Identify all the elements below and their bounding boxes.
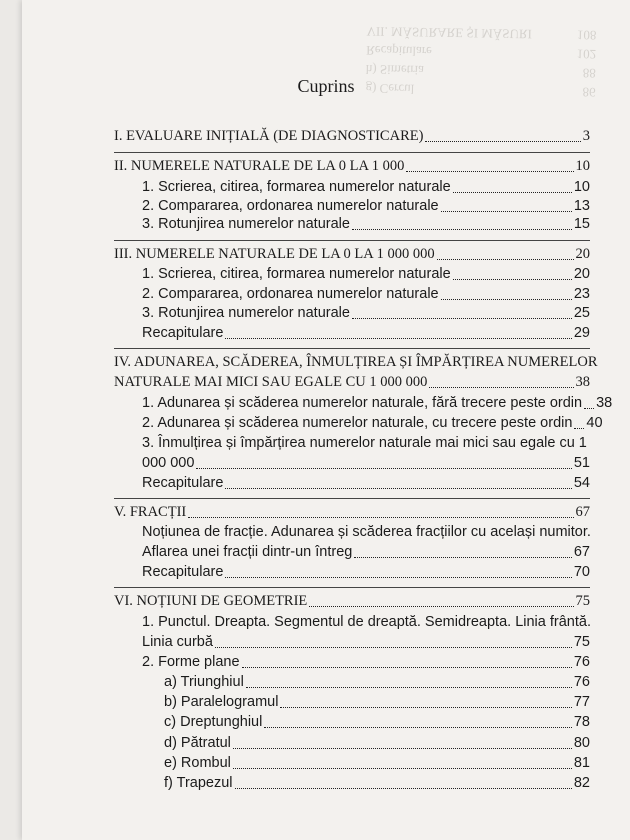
toc-entry-chapter-4: IV. ADUNAREA, SCĂDEREA, ÎNMULȚIREA ȘI ÎMPĂRȚIREA NUMERELOR <box>114 354 598 370</box>
toc-entry-chapter-2: II. NUMERELE NATURALE DE LA 0 LA 1 000 10 <box>114 158 590 174</box>
toc-entry: 3. Înmulțirea și împărțirea numerelor naturale mai mici sau egale cu 1 <box>142 435 587 451</box>
toc-entry-sub: c) Dreptunghiul 78 <box>164 714 590 730</box>
toc-entry-sub: f) Trapezul 82 <box>164 775 590 791</box>
toc-title: Cuprins <box>297 76 355 96</box>
toc-entry: 3. Rotunjirea numerelor naturale 15 <box>142 216 590 232</box>
toc-entry: Recapitulare 54 <box>142 475 590 491</box>
bleed-through-text: g) Cercul 86 h) Simetria 88 Recapitulare 102 VII. MĂSURARE ȘI MĂSURI 108 <box>365 23 597 101</box>
separator <box>114 152 590 153</box>
toc-entry: 2. Adunarea și scăderea numerelor naturale, cu trecere peste ordin 40 <box>142 415 603 431</box>
toc-entry: Recapitulare 70 <box>142 564 590 580</box>
toc-entry: 3. Rotunjirea numerelor naturale 25 <box>142 305 590 321</box>
toc-entry: 1. Punctul. Dreapta. Segmentul de dreaptă. Semidreapta. Linia frântă. <box>142 614 591 630</box>
separator <box>114 498 590 499</box>
separator <box>114 587 590 588</box>
toc-entry-chapter-1: I. EVALUARE INIȚIALĂ (DE DIAGNOSTICARE) 3 <box>114 128 590 144</box>
table-of-contents <box>22 0 630 840</box>
toc-entry-chapter-4-cont: NATURALE MAI MICI SAU EGALE CU 1 000 000 38 <box>114 374 590 390</box>
toc-entry: 1. Scrierea, citirea, formarea numerelor naturale 20 <box>142 266 590 282</box>
separator <box>114 348 590 349</box>
toc-entry: 2. Forme plane 76 <box>142 654 590 670</box>
toc-entry: Noțiunea de fracție. Adunarea și scăderea fracțiilor cu același numitor. <box>142 524 591 540</box>
toc-entry-cont: Linia curbă 75 <box>142 634 590 650</box>
toc-entry-sub: d) Pătratul 80 <box>164 735 590 751</box>
toc-entry-sub: a) Triunghiul 76 <box>164 674 590 690</box>
toc-entry: 2. Compararea, ordonarea numerelor naturale 23 <box>142 286 590 302</box>
toc-entry-chapter-3: III. NUMERELE NATURALE DE LA 0 LA 1 000 000 20 <box>114 246 590 262</box>
toc-entry: 1. Adunarea și scăderea numerelor naturale, fără trecere peste ordin 38 <box>142 395 613 411</box>
separator <box>114 240 590 241</box>
toc-entry-chapter-5: V. FRACȚII 67 <box>114 504 590 520</box>
toc-entry-cont: Aflarea unei fracții dintr-un întreg 67 <box>142 544 590 560</box>
toc-entry-sub: e) Rombul 81 <box>164 755 590 771</box>
toc-entry: 2. Compararea, ordonarea numerelor naturale 13 <box>142 198 590 214</box>
toc-entry: 1. Scrierea, citirea, formarea numerelor naturale 10 <box>142 179 590 195</box>
toc-entry-sub: b) Paralelogramul 77 <box>164 694 590 710</box>
toc-entry-chapter-6: VI. NOȚIUNI DE GEOMETRIE 75 <box>114 593 590 609</box>
toc-entry: Recapitulare 29 <box>142 325 590 341</box>
toc-entry-cont: 000 000 51 <box>142 455 590 471</box>
book-page <box>22 0 630 840</box>
